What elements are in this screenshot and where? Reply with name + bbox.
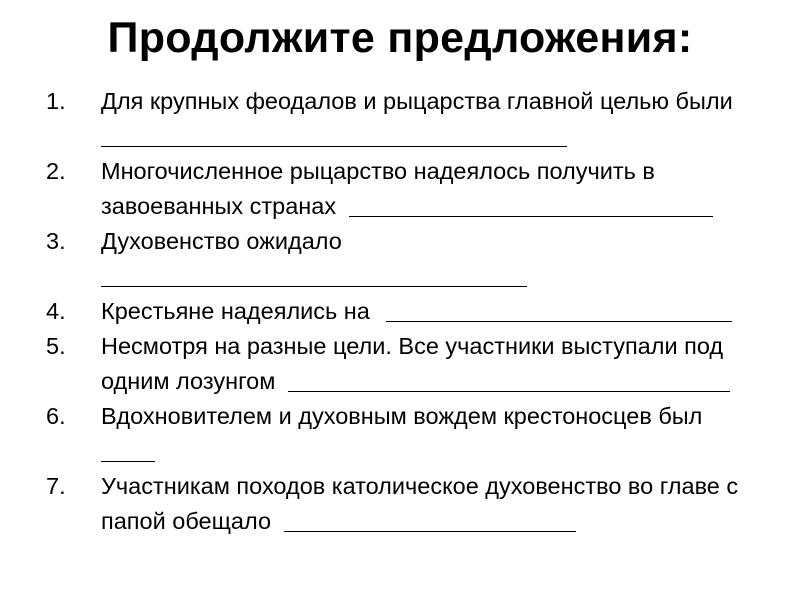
item-text: Многочисленное рыцарство надеялось получить в (101, 158, 655, 184)
item-number: 6. (46, 403, 66, 429)
item-text: Для крупных феодалов и рыцарства главной целью были (101, 88, 733, 114)
answer-line (101, 364, 772, 399)
answer-blank[interactable] (284, 504, 576, 532)
list-item (0, 84, 800, 154)
answer-line (101, 189, 772, 224)
item-text: Духовенство ожидало (101, 228, 342, 254)
list-item (0, 469, 800, 539)
item-text: Вдохновителем и духовным вождем крестоносцев был (101, 403, 703, 429)
answer-line (101, 434, 772, 469)
answer-blank[interactable] (101, 119, 567, 147)
answer-line (101, 294, 772, 329)
list-item (0, 224, 800, 294)
answer-line (101, 504, 772, 539)
sentence-list (0, 84, 800, 539)
item-number: 5. (46, 333, 66, 359)
list-item (0, 294, 800, 329)
item-text: одним лозунгом (101, 368, 276, 394)
item-text: завоеванных странах (101, 193, 337, 219)
answer-blank[interactable] (101, 259, 527, 287)
item-text: Несмотря на разные цели. Все участники выступали под (101, 333, 724, 359)
answer-blank[interactable] (386, 294, 732, 322)
list-item (0, 329, 800, 399)
list-item (0, 399, 800, 469)
item-number: 7. (46, 473, 66, 499)
answer-blank[interactable] (349, 189, 713, 217)
item-number: 4. (46, 298, 66, 324)
answer-blank[interactable] (288, 364, 730, 392)
item-number: 1. (46, 88, 66, 114)
answer-line (101, 119, 772, 154)
answer-blank[interactable] (101, 434, 155, 462)
item-text: папой обещало (101, 508, 272, 534)
item-text: Крестьяне надеялись на (101, 298, 370, 324)
item-number: 3. (46, 228, 66, 254)
answer-line (101, 259, 772, 294)
item-number: 2. (46, 158, 66, 184)
list-item (0, 154, 800, 224)
item-text: Участникам походов католическое духовенство во главе с (101, 473, 739, 499)
page-title: Продолжите предложения: (107, 14, 693, 62)
